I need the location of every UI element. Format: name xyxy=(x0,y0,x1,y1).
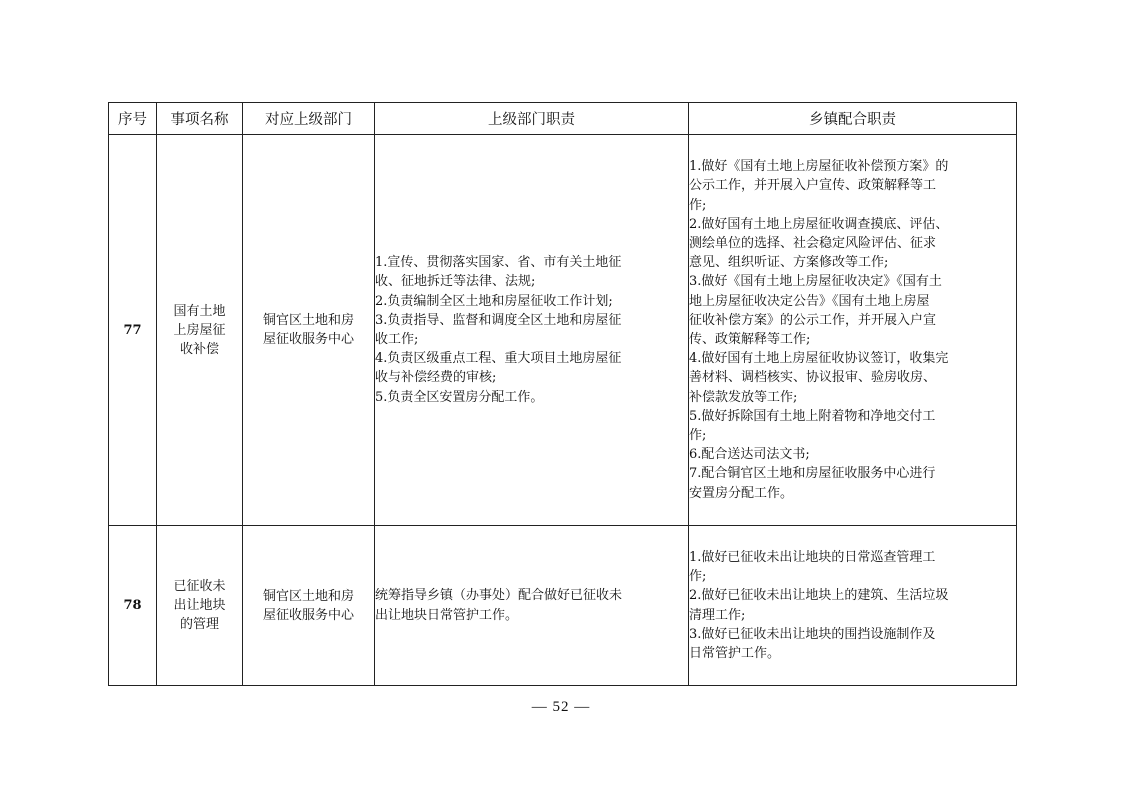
text-line: 收工作; xyxy=(375,332,419,347)
text-line: 6.配合送达司法文书; xyxy=(689,447,810,463)
text-line: 收与补偿经费的审核; xyxy=(375,370,497,386)
page-number: — 52 — xyxy=(531,699,591,715)
row-serial: 78 xyxy=(109,526,157,686)
text-line: 国有土地 xyxy=(173,303,226,319)
table-row xyxy=(109,135,1017,526)
text-line: 地上房屋征收决定公告》《国有土地上房屋 xyxy=(689,293,930,309)
text-line: 上房屋征 xyxy=(173,322,226,338)
text-line: 3.负责指导、监督和调度全区土地和房屋征 xyxy=(375,312,622,328)
text-line: 收补偿 xyxy=(179,341,219,357)
table-header-row xyxy=(109,103,1017,135)
text-line: 4.负责区级重点工程、重大项目土地房屋征 xyxy=(375,351,622,367)
row-township-duties xyxy=(689,526,1017,686)
text-line: 屋征收服务中心 xyxy=(262,332,354,347)
row-department xyxy=(243,526,375,686)
text-line: 已征收未 xyxy=(173,579,226,594)
row-department xyxy=(243,135,375,526)
text-line: 2.做好国有土地上房屋征收调查摸底、评估、 xyxy=(689,216,949,232)
row-superior-duties xyxy=(375,135,689,526)
text-line: 4.做好国有土地上房屋征收协议签订，收集完 xyxy=(689,351,949,367)
header-township-duties: 乡镇配合职责 xyxy=(689,103,1017,135)
header-serial: 序号 xyxy=(109,103,157,135)
text-line: 意见、组织听证、方案修改等工作; xyxy=(689,255,889,271)
header-superior-duties: 上级部门职责 xyxy=(375,103,689,135)
text-line: 测绘单位的选择、社会稳定风险评估、征求 xyxy=(689,235,937,251)
text-line: 征收补偿方案》的公示工作，并开展入户宣 xyxy=(689,312,937,328)
text-line: 清理工作; xyxy=(689,607,746,623)
responsibility-table xyxy=(108,102,1017,686)
row-item-name xyxy=(157,526,243,686)
row-superior-duties xyxy=(375,526,689,686)
text-line: 1.做好《国有土地上房屋征收补偿预方案》的 xyxy=(689,159,949,175)
text-line: 作; xyxy=(689,569,707,585)
text-line: 7.配合铜官区土地和房屋征收服务中心进行 xyxy=(689,466,936,482)
text-line: 1.宣传、贯彻落实国家、省、市有关土地征 xyxy=(375,255,622,271)
text-line: 屋征收服务中心 xyxy=(262,607,354,623)
row-township-duties xyxy=(689,135,1017,526)
text-line: 公示工作，并开展入户宣传、政策解释等工 xyxy=(689,178,937,194)
text-line: 传、政策解释等工作; xyxy=(689,332,811,347)
text-line: 2.负责编制全区土地和房屋征收工作计划; xyxy=(375,293,613,309)
row-serial: 77 xyxy=(109,135,157,526)
text-line: 5.负责全区安置房分配工作。 xyxy=(375,389,544,405)
table-row xyxy=(109,526,1017,686)
text-line: 出让地块日常管护工作。 xyxy=(375,607,519,623)
text-line: 作; xyxy=(689,428,707,444)
text-line: 5.做好拆除国有土地上附着物和净地交付工 xyxy=(689,408,936,424)
text-line: 1.做好已征收未出让地块的日常巡查管理工 xyxy=(689,549,936,565)
text-line: 作; xyxy=(689,197,707,213)
header-item-name: 事项名称 xyxy=(157,103,243,135)
text-line: 补偿款发放等工作; xyxy=(689,389,798,405)
text-line: 统筹指导乡镇（办事处）配合做好已征收未 xyxy=(375,588,623,604)
text-line: 善材料、调档核实、协议报审、验房收房、 xyxy=(689,370,937,386)
text-line: 3.做好已征收未出让地块的围挡设施制作及 xyxy=(689,626,936,642)
text-line: 日常管护工作。 xyxy=(689,645,781,661)
text-line: 铜官区土地和房 xyxy=(262,313,354,328)
text-line: 的管理 xyxy=(179,617,219,632)
text-line: 铜官区土地和房 xyxy=(262,588,354,604)
text-line: 3.做好《国有土地上房屋征收决定》《国有土 xyxy=(689,274,942,290)
text-line: 2.做好已征收未出让地块上的建筑、生活垃圾 xyxy=(689,588,949,604)
text-line: 收、征地拆迁等法律、法规; xyxy=(375,274,536,290)
text-line: 安置房分配工作。 xyxy=(689,485,794,501)
row-item-name xyxy=(157,135,243,526)
header-superior-department: 对应上级部门 xyxy=(243,103,375,135)
text-line: 出让地块 xyxy=(173,598,226,613)
